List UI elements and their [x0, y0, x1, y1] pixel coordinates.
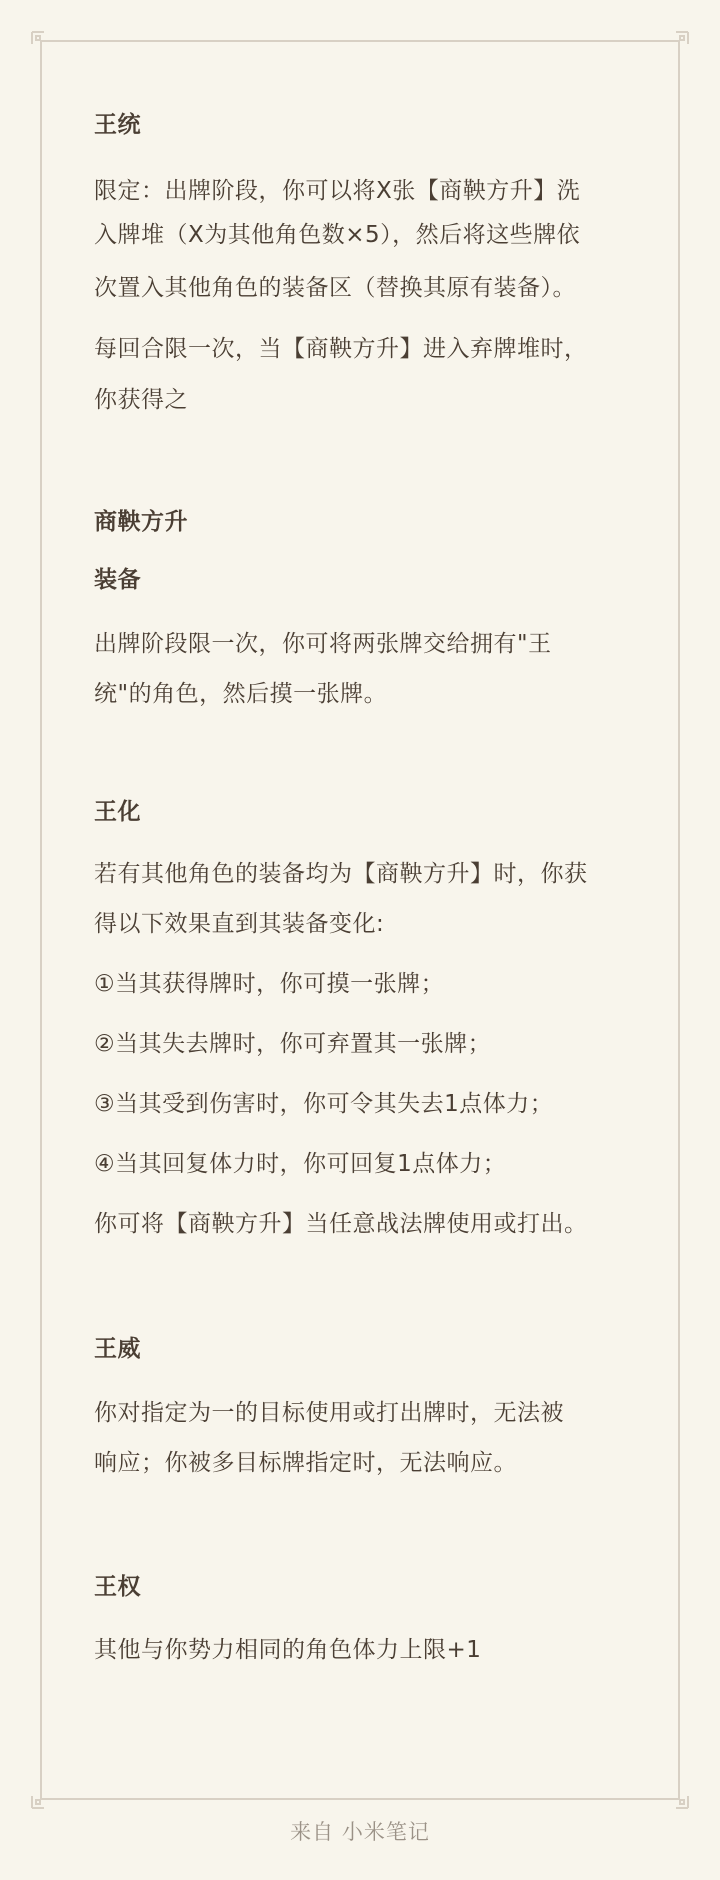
list-item: ①当其获得牌时，你可摸一张牌；: [94, 971, 445, 997]
list-item: ③当其受到伤害时，你可令其失去1点体力；: [94, 1091, 554, 1117]
section-title-wangquan: 王权: [94, 1574, 141, 1600]
text-line: 每回合限一次，当【商鞅方升】进入弃牌堆时，: [94, 336, 588, 362]
section-title-shangyang: 商鞅方升: [94, 509, 188, 535]
footer-source: 来自 小米笔记: [290, 1820, 430, 1844]
text-line: 你获得之: [94, 387, 188, 413]
text-line: 统"的角色，然后摸一张牌。: [94, 681, 388, 707]
corner-ornament-icon: [30, 30, 50, 50]
corner-ornament-icon: [670, 1790, 690, 1810]
section-subtitle-equipment: 装备: [94, 567, 141, 593]
text-line: 你可将【商鞅方升】当任意战法牌使用或打出。: [94, 1211, 588, 1237]
text-line: 其他与你势力相同的角色体力上限+1: [94, 1637, 482, 1663]
text-line: 出牌阶段限一次，你可将两张牌交给拥有"王: [94, 631, 552, 657]
list-item: ④当其回复体力时，你可回复1点体力；: [94, 1151, 507, 1177]
text-line: 次置入其他角色的装备区（替换其原有装备）。: [94, 275, 576, 301]
text-line: 你对指定为一的目标使用或打出牌时，无法被: [94, 1400, 564, 1426]
list-item: ②当其失去牌时，你可弃置其一张牌；: [94, 1031, 492, 1057]
text-line: 限定：出牌阶段，你可以将X张【商鞅方升】洗: [94, 178, 581, 204]
section-title-wangtong: 王统: [94, 112, 141, 138]
section-title-wangwei: 王威: [94, 1336, 141, 1362]
corner-ornament-icon: [30, 1790, 50, 1810]
text-line: 得以下效果直到其装备变化:: [94, 911, 385, 937]
text-line: 响应；你被多目标牌指定时，无法响应。: [94, 1450, 517, 1476]
text-line: 若有其他角色的装备均为【商鞅方升】时，你获: [94, 861, 588, 887]
corner-ornament-icon: [670, 30, 690, 50]
text-line: 入牌堆（X为其他角色数×5），然后将这些牌依: [94, 222, 581, 248]
section-title-wanghua: 王化: [94, 799, 141, 825]
